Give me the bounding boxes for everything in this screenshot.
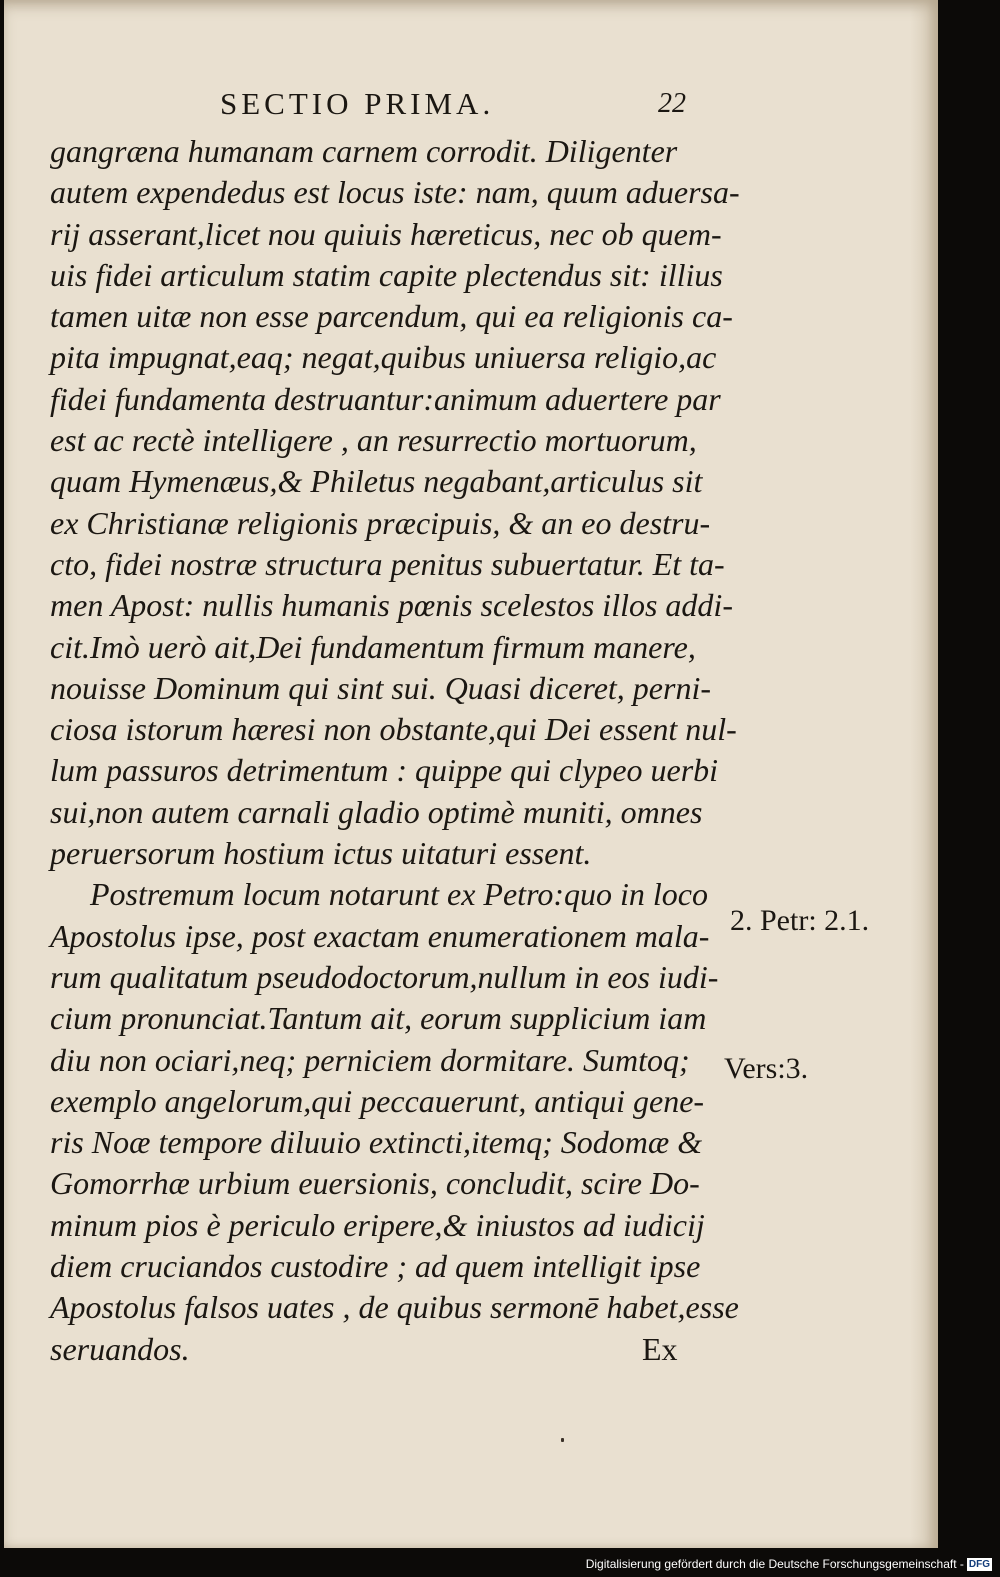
- text-line: rij asserant,licet nou quiuis hæreticus, nec ob quem-: [50, 215, 722, 252]
- text-line: autem expendedus est locus iste: nam, quum aduersa-: [50, 174, 740, 211]
- text-line: exemplo angelorum,qui peccauerunt, antiqui gene-: [50, 1082, 705, 1119]
- text-line: minum pios è periculo eripere,& iniustos ad iudicij: [50, 1206, 705, 1243]
- marginal-note-reference: 2. Petr: 2.1.: [730, 904, 870, 937]
- text-line: diem cruciandos custodire ; ad quem intelligit ipse: [50, 1248, 701, 1285]
- running-head: SECTIO PRIMA.: [220, 86, 495, 121]
- ink-spot: [561, 1438, 564, 1442]
- text-line: quam Hymenæus,& Philetus negabant,articulus sit: [50, 463, 703, 500]
- text-line: uis fidei articulum statim capite plectendus sit: illius: [50, 256, 723, 293]
- text-line: sui,non autem carnali gladio optimè muniti, omnes: [50, 793, 703, 830]
- text-line: seruandos.: [50, 1330, 190, 1367]
- last-line: [50, 1329, 730, 1370]
- text-line: ex Christianæ religionis præcipuis, & an eo destru-: [50, 504, 711, 541]
- credit-text: Digitalisierung gefördert durch die Deutsche Forschungsgemeinschaft -: [585, 1557, 964, 1571]
- text-line: cit.Imò uerò ait,Dei fundamentum firmum manere,: [50, 628, 696, 665]
- text-line: diu non ociari,neq; perniciem dormitare. Sumtoq;: [50, 1041, 690, 1078]
- marginal-note-verse: Vers:3.: [724, 1052, 809, 1085]
- text-line: men Apost: nullis humanis pœnis scelestos illos addi-: [50, 587, 733, 624]
- text-line: ciosa istorum hæresi non obstante,qui Dei essent nul-: [50, 711, 737, 748]
- page-sheet: [4, 0, 938, 1548]
- digitization-credit: [586, 1554, 992, 1574]
- text-line: est ac rectè intelligere , an resurrectio mortuorum,: [50, 422, 697, 459]
- page-number: 22: [658, 88, 686, 119]
- text-line: fidei fundamenta destruantur:animum aduertere par: [50, 380, 721, 417]
- text-line: cium pronunciat.Tantum ait, eorum supplicium iam: [50, 1000, 707, 1037]
- text-line: Apostolus ipse, post exactam enumerationem mala-: [50, 917, 710, 954]
- catchword: Ex: [642, 1330, 678, 1367]
- text-line: peruersorum hostium ictus uitaturi essent.: [50, 835, 592, 872]
- text-line: nouisse Dominum qui sint sui. Quasi diceret, perni-: [50, 669, 711, 706]
- body-text: [50, 131, 740, 1370]
- text-line: gangræna humanam carnem corrodit. Diligenter: [50, 133, 678, 169]
- dfg-logo: DFG: [968, 1558, 990, 1570]
- paragraph-start-line: Postremum locum notarunt ex Petro:quo in loco: [90, 876, 708, 913]
- text-line: tamen uitæ non esse parcendum, qui ea religionis ca-: [50, 298, 733, 335]
- text-line: rum qualitatum pseudodoctorum,nullum in eos iudi-: [50, 958, 719, 995]
- text-line: cto, fidei nostræ structura penitus subuertatur. Et ta-: [50, 545, 725, 582]
- text-line: pita impugnat,eaq; negat,quibus uniuersa religio,ac: [50, 339, 717, 376]
- text-line: lum passuros detrimentum : quippe qui clypeo uerbi: [50, 752, 719, 789]
- text-line: Apostolus falsos uates , de quibus sermonē habet,esse: [50, 1289, 739, 1326]
- text-line: ris Noæ tempore diluuio extincti,itemq; Sodomæ &: [50, 1124, 703, 1161]
- text-line: Gomorrhæ urbium euersionis, concludit, scire Do-: [50, 1165, 700, 1202]
- page-header: [4, 86, 938, 126]
